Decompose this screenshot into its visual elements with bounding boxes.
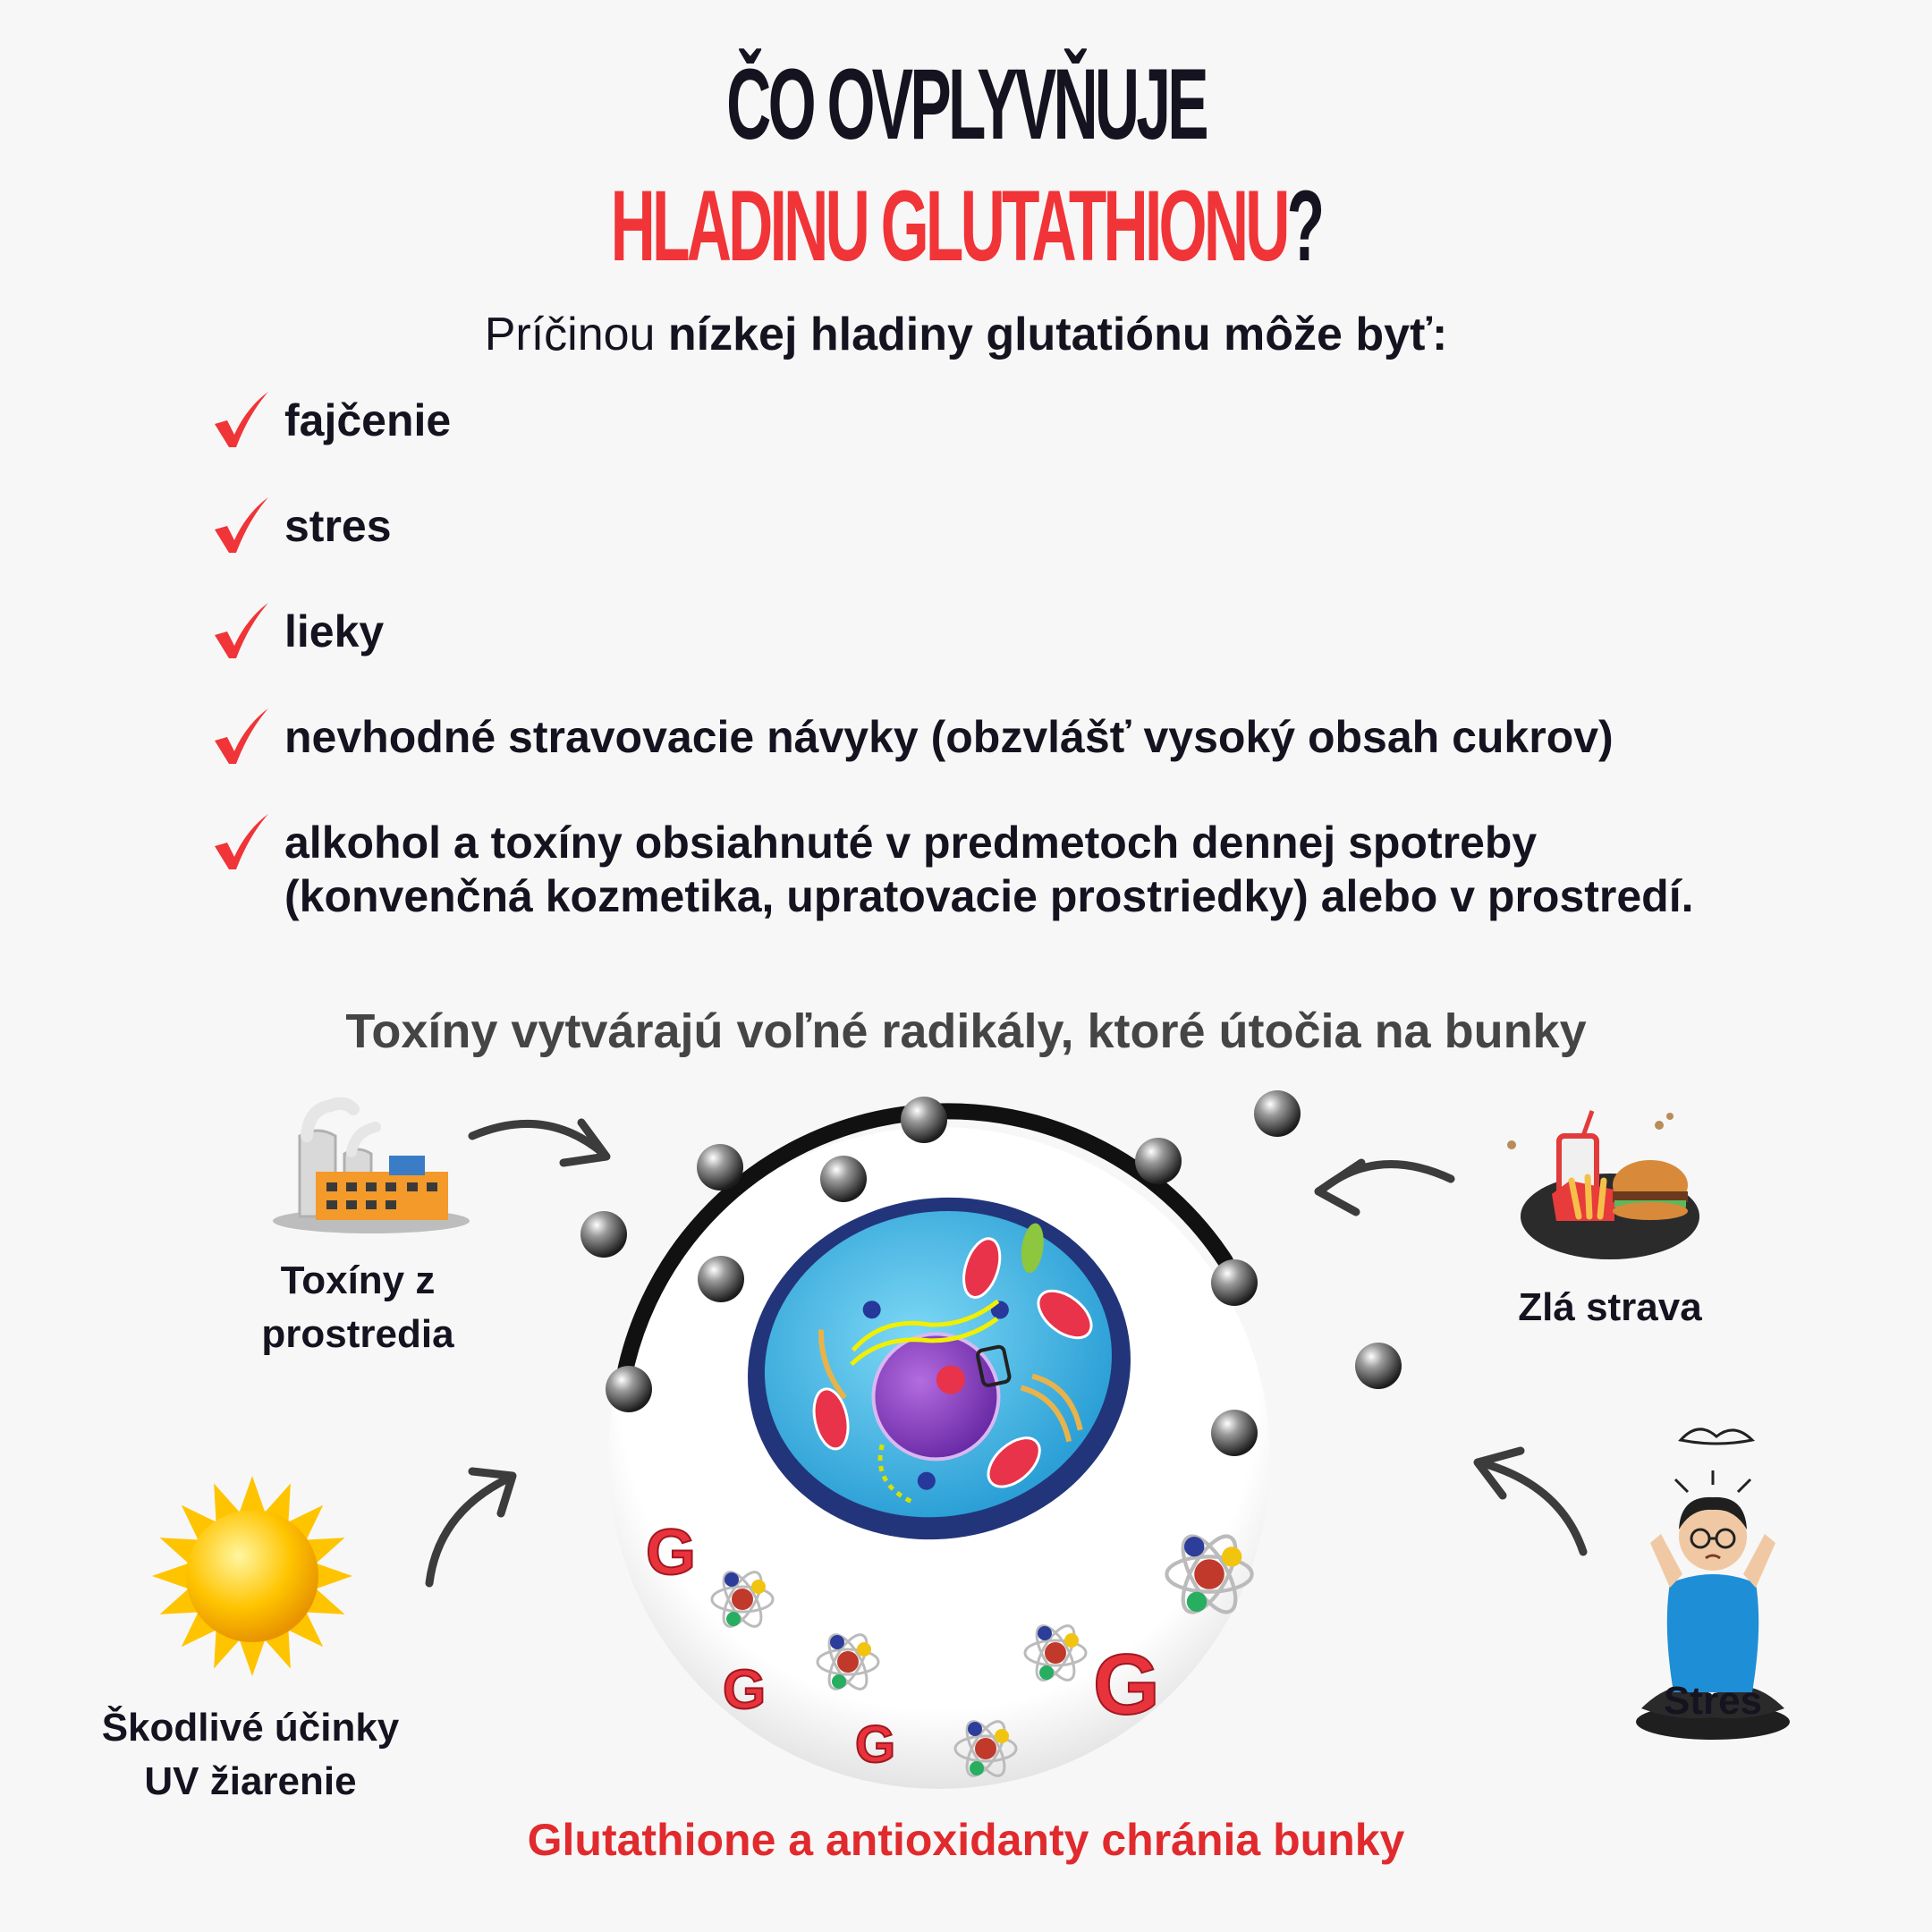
title-highlight: HLADINU GLUTATHIONU	[610, 170, 1287, 282]
subtitle-normal: Príčinou	[484, 309, 668, 360]
cause-line: alkohol a toxíny obsiahnuté v predmetoch dennej spotreby	[284, 818, 1538, 868]
sun-icon	[152, 1476, 352, 1676]
free-radical-ball	[606, 1366, 652, 1412]
cause-line: (konvenčná kozmetika, upratovacie prostriedky) alebo v prostredí.	[284, 871, 1694, 921]
free-radical-ball	[1254, 1090, 1301, 1137]
free-radical-ball	[697, 1144, 743, 1191]
footer-caption: Glutathione a antioxidanty chránia bunky	[527, 1815, 1405, 1865]
glutathione-g: G	[723, 1659, 767, 1721]
arrow-head	[1318, 1163, 1361, 1212]
title-line-1: ČO OVPLYVŇUJE	[726, 48, 1206, 160]
free-radical-ball	[580, 1211, 627, 1258]
arrow-from-stress	[1480, 1462, 1583, 1552]
free-radical-ball	[1355, 1343, 1402, 1389]
free-radical-ball	[1211, 1259, 1258, 1306]
cause-line: lieky	[284, 606, 385, 657]
glutathione-g: G	[855, 1716, 896, 1774]
cause-line: fajčenie	[284, 395, 452, 445]
label-stress: Stres	[1663, 1679, 1763, 1723]
glutathione-g: G	[646, 1517, 697, 1589]
label-toxins: Toxíny z prostredia	[261, 1258, 454, 1356]
arrow-from-uv	[429, 1478, 510, 1583]
cause-line: nevhodné stravovacie návyky (obzvlášť vysoký obsah cukrov)	[284, 712, 1614, 762]
label-uv: Škodlivé účinky UV žiarenie	[101, 1706, 400, 1803]
free-radical-ball	[1211, 1410, 1258, 1456]
free-radical-ball	[1135, 1138, 1182, 1184]
free-radical-ball	[820, 1156, 867, 1202]
free-radical-ball	[901, 1097, 947, 1143]
subtitle-bold: nízkej hladiny glutatiónu môže byť:	[667, 309, 1448, 360]
free-radical-ball	[698, 1256, 744, 1302]
title-question-mark: ?	[1286, 170, 1322, 282]
glutathione-g: G	[1093, 1637, 1160, 1733]
diagram-heading: Toxíny vytvárajú voľné radikály, ktoré útočia na bunky	[345, 1004, 1587, 1058]
cause-line: stres	[284, 501, 392, 551]
fast-food-icon	[1507, 1111, 1699, 1259]
label-food: Zlá strava	[1518, 1285, 1702, 1329]
factory-icon	[273, 1104, 470, 1233]
